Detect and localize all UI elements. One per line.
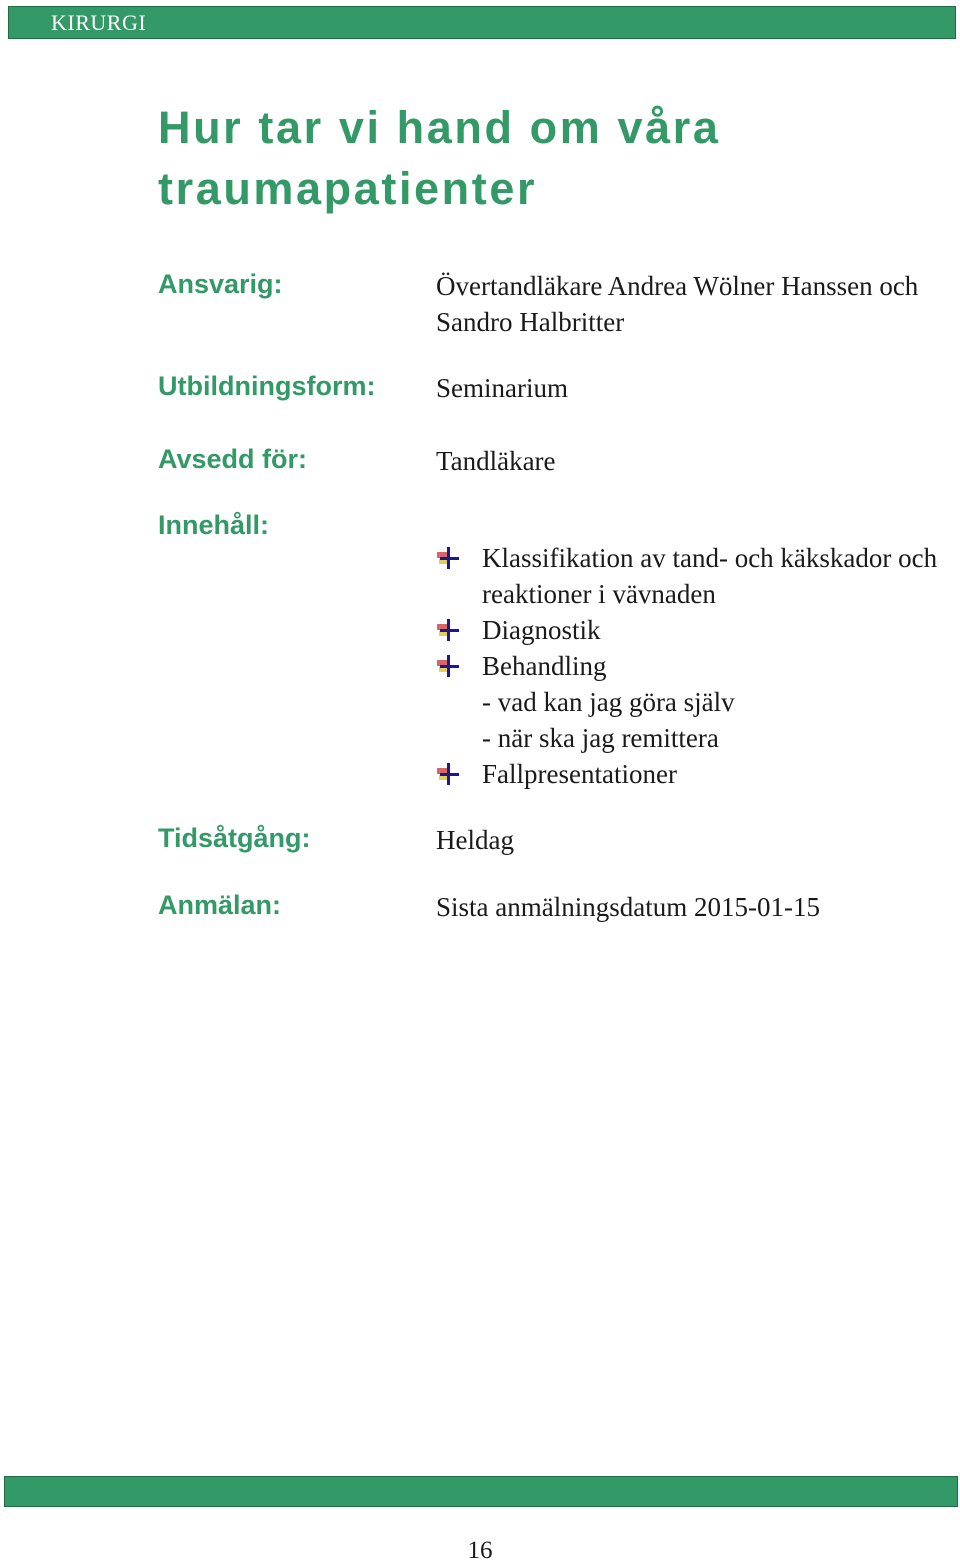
footer-bar: [4, 1476, 958, 1507]
list-item: [436, 648, 941, 756]
innehall-label: Innehåll:: [158, 510, 270, 540]
utbildningsform-label: Utbildningsform:: [158, 371, 376, 401]
tidsatgang-value: Heldag: [436, 825, 514, 855]
ansvarig-label: Ansvarig:: [158, 269, 283, 299]
list-subitem-text: - när ska jag remittera: [482, 723, 719, 753]
list-subitem-text: - vad kan jag göra själv: [482, 687, 735, 717]
avsedd-label: Avsedd för:: [158, 444, 308, 474]
list-item-text: Fallpresentationer: [482, 759, 677, 789]
header-bar: [8, 6, 956, 39]
flag-bullet-icon: [436, 619, 460, 641]
tidsatgang-label: Tidsåtgång:: [158, 823, 311, 853]
flag-bullet-icon: [436, 655, 460, 677]
content-list: [436, 540, 941, 792]
flag-bullet-icon: [436, 763, 460, 785]
avsedd-value: Tandläkare: [436, 446, 556, 476]
list-item-text: Diagnostik: [482, 615, 601, 645]
anmalan-value: Sista anmälningsdatum 2015-01-15: [436, 892, 820, 922]
list-item: [436, 540, 941, 612]
utbildningsform-value: Seminarium: [436, 373, 568, 403]
list-item: [436, 756, 941, 792]
ansvarig-value: Övertandläkare Andrea Wölner Hanssen och Sandro Halbritter: [436, 271, 919, 337]
flag-bullet-icon: [436, 547, 460, 569]
page-title: Hur tar vi hand om våra traumapatienter: [158, 102, 721, 214]
anmalan-label: Anmälan:: [158, 890, 282, 920]
section-title: KIRURGI: [51, 10, 147, 35]
list-item: [436, 612, 941, 648]
list-item-text: Behandling: [482, 651, 607, 681]
page-number: 16: [467, 1537, 493, 1564]
list-item-text: Klassifikation av tand- och käkskador och reaktioner i vävnaden: [482, 543, 938, 609]
